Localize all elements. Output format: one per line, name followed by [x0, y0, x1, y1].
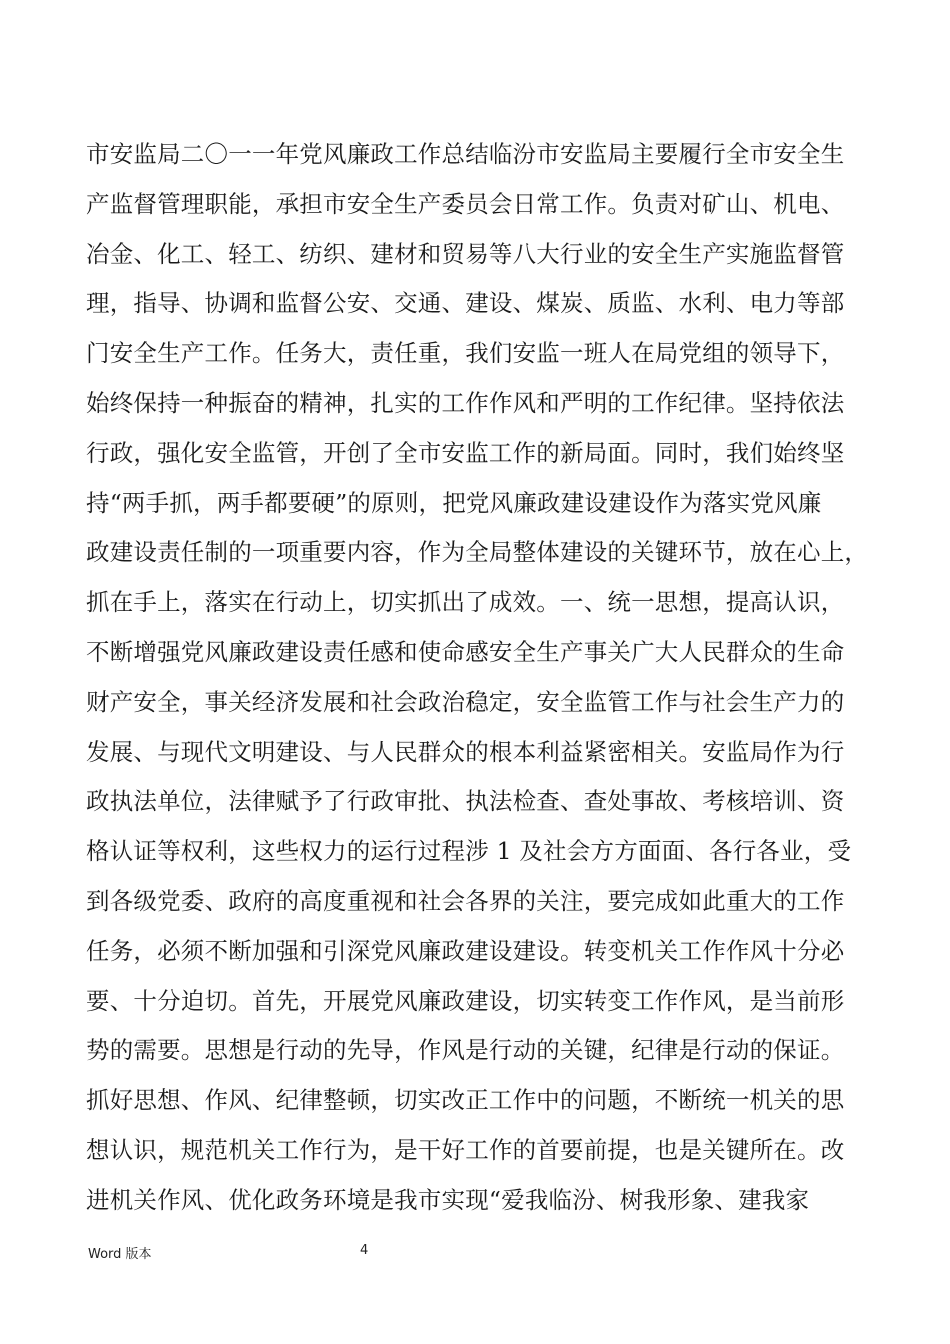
footer-label: Word 版本 — [88, 1247, 152, 1262]
text-line: 冶金、化工、轻工、纺织、建材和贸易等八大行业的安全生产实施监督管 — [86, 239, 845, 268]
text-line: 势的需要。思想是行动的先导，作风是行动的关键，纪律是行动的保证。 — [86, 1036, 845, 1065]
text-line: 抓好思想、作风、纪律整顿，切实改正工作中的问题，不断统一机关的思 — [86, 1086, 845, 1115]
text-line: 不断增强党风廉政建设责任感和使命感安全生产事关广大人民群众的生命 — [86, 637, 845, 666]
text-line: 持“两手抓，两手都要硬”的原则，把党风廉政建设建设作为落实党风廉 — [86, 488, 822, 517]
text-line: 格认证等权利，这些权力的运行过程涉 1 及社会方方面面、各行各业，受 — [86, 837, 852, 866]
page-number: 4 — [360, 1243, 369, 1258]
text-line: 任务，必须不断加强和引深党风廉政建设建设。转变机关工作作风十分必 — [86, 936, 845, 965]
body-paragraph — [86, 130, 876, 1226]
text-line: 政执法单位，法律赋予了行政审批、执法检查、查处事故、考核培训、资 — [86, 787, 845, 816]
text-line: 始终保持一种振奋的精神，扎实的工作作风和严明的工作纪律。坚持依法 — [86, 388, 845, 417]
text-line: 理，指导、协调和监督公安、交通、建设、煤炭、质监、水利、电力等部 — [86, 289, 845, 318]
text-line: 产监督管理职能，承担市安全生产委员会日常工作。负责对矿山、机电、 — [86, 189, 845, 218]
text-line: 政建设责任制的一项重要内容，作为全局整体建设的关键环节，放在心上， — [86, 538, 869, 567]
text-line: 进机关作风、优化政务环境是我市实现“爱我临汾、树我形象、建我家 — [86, 1185, 810, 1214]
text-line: 市安监局二〇一一年党风廉政工作总结临汾市安监局主要履行全市安全生 — [86, 140, 845, 168]
text-line: 财产安全，事关经济发展和社会政治稳定，安全监管工作与社会生产力的 — [86, 687, 845, 716]
text-line: 要、十分迫切。首先，开展党风廉政建设，切实转变工作作风，是当前形 — [86, 986, 845, 1015]
text-line: 抓在手上，落实在行动上，切实抓出了成效。一、统一思想，提高认识， — [86, 588, 845, 617]
text-line: 发展、与现代文明建设、与人民群众的根本利益紧密相关。安监局作为行 — [86, 737, 845, 766]
text-line: 到各级党委、政府的高度重视和社会各界的关注，要完成如此重大的工作 — [86, 886, 845, 915]
text-line: 门安全生产工作。任务大，责任重，我们安监一班人在局党组的领导下， — [86, 339, 845, 368]
text-line: 行政，强化安全监管，开创了全市安监工作的新局面。同时，我们始终坚 — [86, 438, 845, 467]
text-line: 想认识，规范机关工作行为，是干好工作的首要前提，也是关键所在。改 — [86, 1135, 845, 1164]
